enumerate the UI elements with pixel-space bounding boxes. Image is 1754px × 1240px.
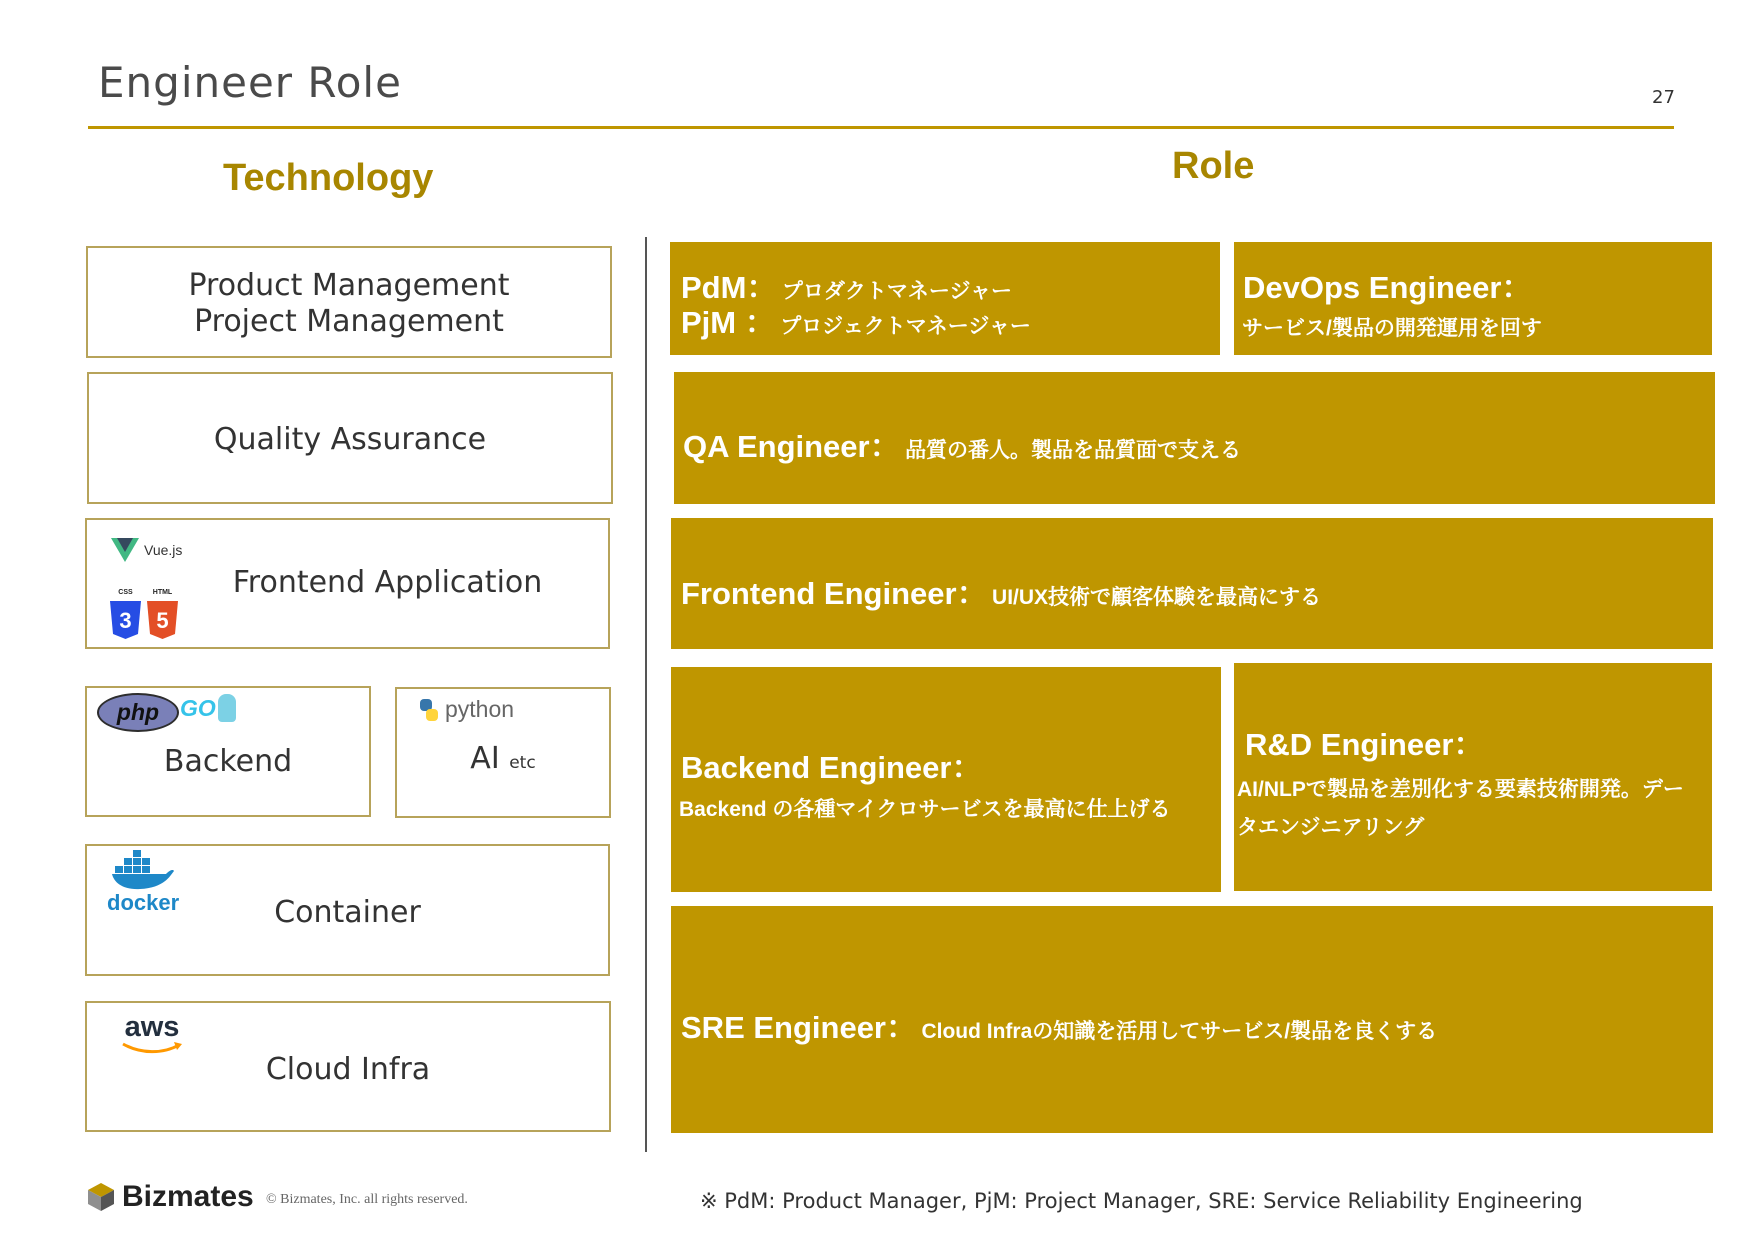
css-logo-text: CSS bbox=[118, 589, 133, 596]
tech-label-backend: Backend bbox=[163, 744, 293, 779]
tech-box-frontend bbox=[85, 518, 610, 649]
role-box-frontend bbox=[671, 518, 1713, 649]
tech-label-quality-assurance: Quality Assurance bbox=[213, 422, 487, 457]
tech-label-cloud-infra: Cloud Infra bbox=[265, 1052, 431, 1087]
css3-icon bbox=[110, 589, 141, 639]
html5-icon bbox=[147, 589, 178, 639]
role-box-backend bbox=[671, 667, 1221, 892]
copyright-text: © Bizmates, Inc. all rights reserved. bbox=[266, 1192, 468, 1207]
rd-name: R&D Engineer： bbox=[1245, 727, 1485, 762]
python-logo bbox=[417, 696, 514, 723]
pjm-name: PjM ： bbox=[681, 305, 776, 340]
gopher-icon bbox=[218, 694, 236, 722]
sre-desc: Cloud Infraの知識を活用してサービス/製品を良くする bbox=[921, 1020, 1438, 1043]
tech-box-container bbox=[85, 844, 610, 976]
tech-label-frontend: Frontend Application bbox=[232, 565, 543, 600]
tech-label-product-management: Product Management bbox=[188, 268, 510, 303]
tech-box-qa bbox=[87, 372, 613, 504]
ai-label: AI bbox=[470, 741, 500, 776]
technology-heading: Technology bbox=[223, 157, 434, 199]
footnote: ※ PdM: Product Manager, PjM: Project Manager, SRE: Service Reliability Engineering bbox=[700, 1189, 1583, 1213]
python-icon bbox=[417, 698, 441, 722]
tech-label-project-management: Project Management bbox=[194, 304, 504, 339]
role-heading: Role bbox=[1172, 145, 1255, 187]
aws-logo-text: aws bbox=[124, 1011, 180, 1043]
role-box-pdm-pjm bbox=[670, 242, 1220, 355]
qa-desc: 品質の番人。製品を品質面で支える bbox=[905, 439, 1242, 462]
frontend-name: Frontend Engineer： bbox=[681, 576, 988, 611]
html5-shield bbox=[147, 601, 178, 639]
qa-line bbox=[683, 421, 1241, 466]
frontend-desc: UI/UX技術で顧客体験を最高にする bbox=[992, 586, 1322, 609]
svg-text:3: 3 bbox=[119, 608, 132, 633]
backend-name: Backend Engineer： bbox=[681, 750, 983, 785]
bizmates-cube-icon bbox=[88, 1183, 114, 1211]
rd-desc-line2: タエンジニアリング bbox=[1237, 816, 1425, 839]
frontend-line bbox=[681, 568, 1321, 613]
title-underline bbox=[88, 126, 1674, 129]
page-number: 27 bbox=[1652, 87, 1675, 108]
bizmates-wordmark: Bizmates bbox=[122, 1180, 254, 1213]
role-box-sre bbox=[671, 906, 1713, 1133]
aws-logo bbox=[121, 1013, 183, 1055]
bizmates-logo bbox=[88, 1180, 254, 1214]
pdm-desc: プロダクトマネージャー bbox=[781, 280, 1013, 303]
go-icon bbox=[180, 694, 236, 722]
devops-desc: サービス/製品の開発運用を回す bbox=[1242, 317, 1542, 340]
ai-etc-label: etc bbox=[509, 753, 536, 773]
html-logo-text: HTML bbox=[152, 589, 173, 596]
php-logo-text: php bbox=[116, 699, 160, 725]
page-title: Engineer Role bbox=[98, 58, 402, 107]
role-box-qa bbox=[674, 372, 1715, 504]
vue-logo bbox=[111, 538, 182, 562]
vue-icon bbox=[111, 538, 139, 562]
role-box-devops bbox=[1234, 242, 1712, 355]
column-divider bbox=[645, 237, 647, 1152]
tech-label-container: Container bbox=[274, 895, 421, 930]
tech-box-ai bbox=[395, 687, 611, 818]
tech-box-backend bbox=[85, 686, 371, 817]
css3-shield bbox=[110, 601, 141, 639]
devops-name: DevOps Engineer： bbox=[1243, 270, 1533, 305]
qa-name: QA Engineer： bbox=[683, 429, 901, 464]
sre-line bbox=[681, 1002, 1437, 1047]
docker-logo-text: docker bbox=[107, 890, 180, 915]
tech-box-cloud bbox=[85, 1001, 611, 1132]
go-logo-text: GO bbox=[180, 694, 216, 721]
sre-name: SRE Engineer： bbox=[681, 1010, 917, 1045]
pjm-line bbox=[681, 297, 1031, 342]
docker-whale-icon bbox=[112, 850, 174, 890]
tech-label-ai bbox=[397, 740, 609, 782]
backend-desc: Backend の各種マイクロサービスを最高に仕上げる bbox=[679, 798, 1171, 821]
pdm-name: PdM： bbox=[681, 270, 778, 305]
rd-desc-line1: AI/NLPで製品を差別化する要素技術開発。デー bbox=[1237, 778, 1684, 801]
pjm-desc: プロジェクトマネージャー bbox=[780, 315, 1031, 338]
python-logo-text: python bbox=[445, 696, 515, 722]
vue-logo-text: Vue.js bbox=[144, 542, 183, 558]
tech-box-management bbox=[86, 246, 612, 358]
php-icon bbox=[97, 693, 179, 732]
css-html-logos bbox=[110, 589, 178, 639]
svg-text:5: 5 bbox=[156, 608, 169, 633]
role-box-rd bbox=[1234, 663, 1712, 891]
